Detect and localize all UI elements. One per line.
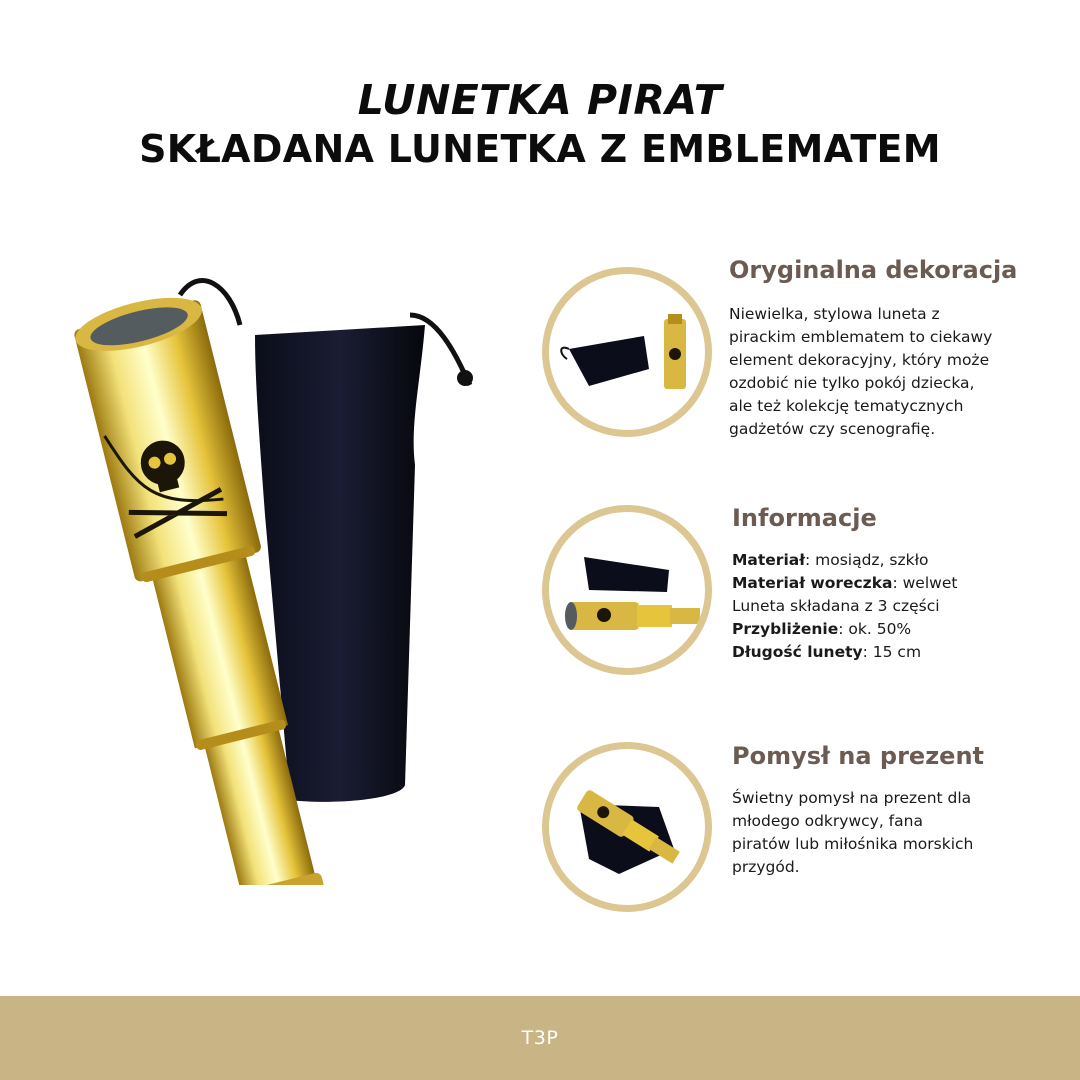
info-list [732, 549, 1052, 664]
section-decoration-heading: Oryginalna dekoracja [729, 256, 1018, 284]
info-item-zoom: Przybliżenie: ok. 50% [732, 620, 912, 638]
info-item-length: Długość lunety: 15 cm [732, 643, 922, 661]
gift-badge-photo [542, 742, 712, 912]
info-item-material: Materiał: mosiądz, szkło [732, 551, 929, 569]
section-gift-heading: Pomysł na prezent [732, 742, 985, 770]
section-decoration [729, 255, 1049, 441]
section-gift [732, 741, 1052, 879]
section-info [732, 503, 1052, 664]
info-item-parts: Luneta składana z 3 części [732, 597, 940, 615]
section-decoration-text: Niewielka, stylowa luneta z pirackim emblematem to ciekawy element dekoracyjny, który może ozdobić nie tylko pokój dziecka, ale też kolekcję tematycznych gadżetów czy scenografię. [729, 305, 993, 438]
product-subtitle: SKŁADANA LUNETKA Z EMBLEMATEM [139, 127, 941, 171]
main-product-photo [40, 265, 490, 885]
header [0, 74, 1080, 172]
section-info-heading: Informacje [732, 504, 877, 532]
decoration-badge-photo [542, 267, 712, 437]
info-item-pouch-material: Materiał woreczka: welwet [732, 574, 958, 592]
footer-brand: T3P [521, 1027, 559, 1049]
info-badge-photo [542, 505, 712, 675]
footer-bar [0, 996, 1080, 1080]
product-title: LUNETKA PIRAT [357, 76, 723, 124]
section-gift-text: Świetny pomysł na prezent dla młodego odkrywcy, fana piratów lub miłośnika morskich przygód. [732, 789, 974, 876]
